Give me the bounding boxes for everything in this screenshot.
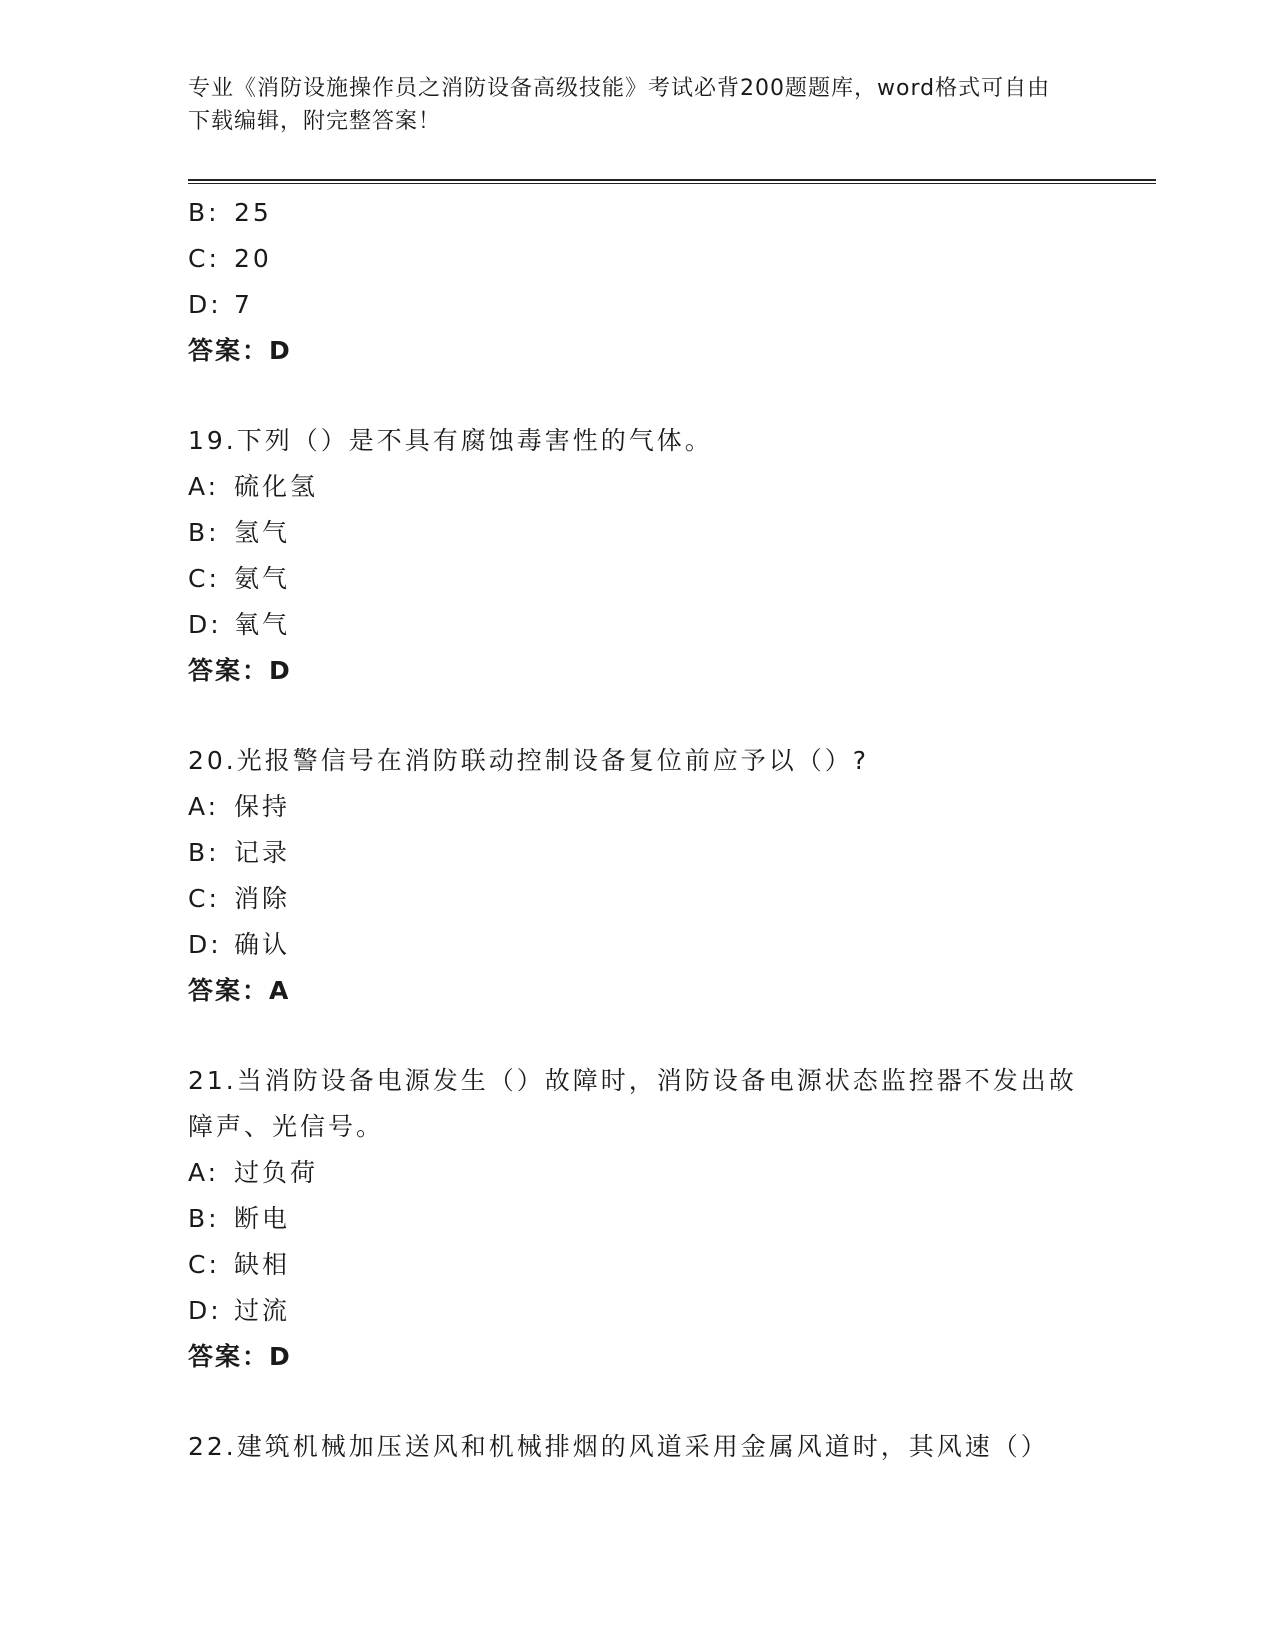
question-block <box>188 418 1088 694</box>
option-item <box>188 464 1088 510</box>
option-letter: B: <box>188 1204 220 1233</box>
document-header <box>188 72 1068 138</box>
option-item <box>188 236 1088 282</box>
option-text: 7 <box>234 290 253 319</box>
option-text: 断电 <box>234 1204 291 1233</box>
question-block <box>188 190 1088 374</box>
option-text: 氢气 <box>234 518 291 547</box>
option-text: 保持 <box>234 792 291 821</box>
header-title: 专业《消防设施操作员之消防设备高级技能》考试必背200题题库，word格式可自由下载编辑，附完整答案！ <box>188 76 1051 134</box>
question-block <box>188 1058 1088 1380</box>
header-divider <box>188 179 1156 184</box>
option-item <box>188 1242 1088 1288</box>
question-block <box>188 1424 1088 1470</box>
option-letter: D: <box>188 1296 222 1325</box>
question-block <box>188 738 1088 1014</box>
option-item <box>188 784 1088 830</box>
option-item <box>188 1288 1088 1334</box>
option-text: 缺相 <box>234 1250 291 1279</box>
option-letter: A: <box>188 472 220 501</box>
option-letter: D: <box>188 930 222 959</box>
question-stem: 20.光报警信号在消防联动控制设备复位前应予以（）? <box>188 746 870 775</box>
question-stem: 21.当消防设备电源发生（）故障时，消防设备电源状态监控器不发出故障声、光信号。 <box>188 1066 1077 1141</box>
option-item <box>188 190 1088 236</box>
option-letter: B: <box>188 838 220 867</box>
option-letter: D: <box>188 290 222 319</box>
option-letter: A: <box>188 1158 220 1187</box>
option-item <box>188 876 1088 922</box>
option-letter: B: <box>188 198 220 227</box>
option-text: 消除 <box>234 884 291 913</box>
option-item <box>188 556 1088 602</box>
option-item <box>188 1150 1088 1196</box>
answer-line: 答案：A <box>188 976 291 1005</box>
option-text: 记录 <box>234 838 291 867</box>
question-stem: 19.下列（）是不具有腐蚀毒害性的气体。 <box>188 426 713 455</box>
option-letter: C: <box>188 884 220 913</box>
option-letter: C: <box>188 564 220 593</box>
option-letter: D: <box>188 610 222 639</box>
option-text: 20 <box>234 244 272 273</box>
option-letter: B: <box>188 518 220 547</box>
option-item <box>188 602 1088 648</box>
answer-line: 答案：D <box>188 1342 292 1371</box>
question-list <box>188 190 1088 1470</box>
option-text: 25 <box>234 198 272 227</box>
option-item <box>188 1196 1088 1242</box>
option-text: 硫化氢 <box>234 472 319 501</box>
answer-line: 答案：D <box>188 656 292 685</box>
option-item <box>188 830 1088 876</box>
option-item <box>188 510 1088 556</box>
option-letter: C: <box>188 244 220 273</box>
option-item <box>188 922 1088 968</box>
answer-line: 答案：D <box>188 336 292 365</box>
option-text: 氧气 <box>234 610 291 639</box>
option-letter: C: <box>188 1250 220 1279</box>
option-text: 过负荷 <box>234 1158 319 1187</box>
option-item <box>188 282 1088 328</box>
option-text: 确认 <box>234 930 291 959</box>
option-text: 氨气 <box>234 564 291 593</box>
option-text: 过流 <box>234 1296 291 1325</box>
option-letter: A: <box>188 792 220 821</box>
question-stem: 22.建筑机械加压送风和机械排烟的风道采用金属风道时，其风速（） <box>188 1432 1049 1461</box>
